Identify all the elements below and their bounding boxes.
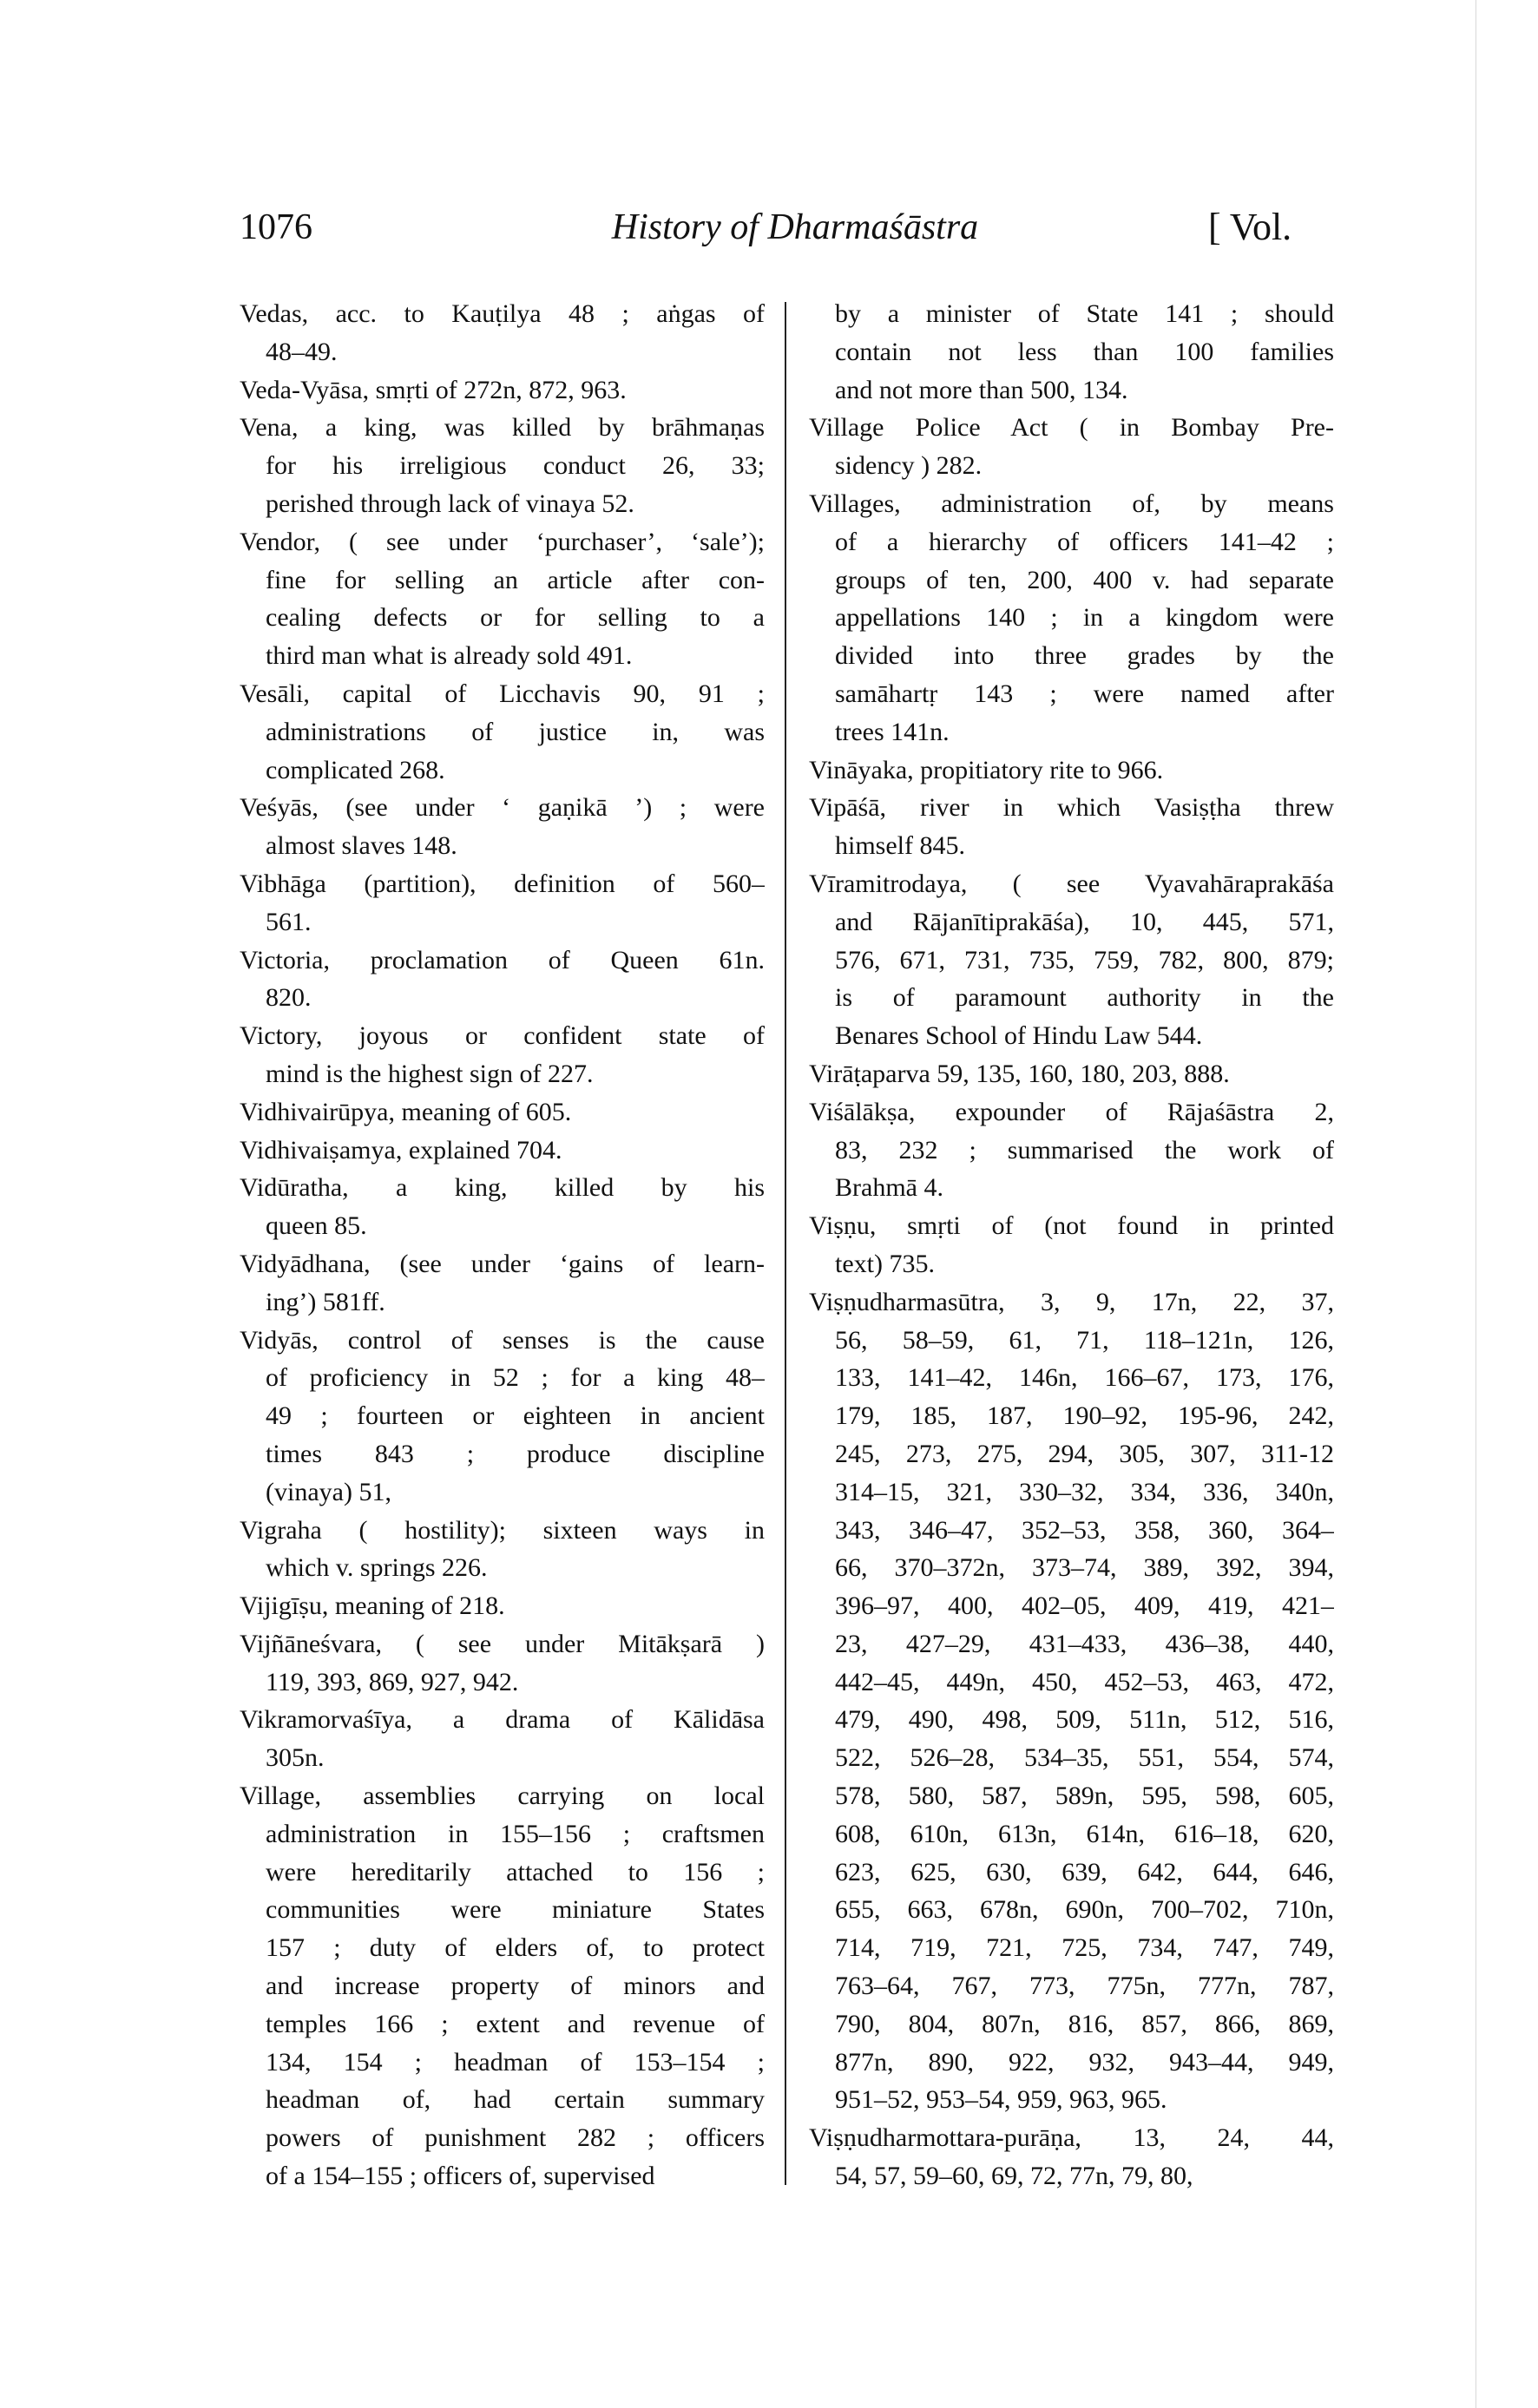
entry-continuation-line: 820. [266,983,312,1013]
entry-headword-line: Vīramitrodaya, ( see Vyavahāraprakāśa [809,869,1334,898]
entry-continuation-line: and increase property of minors and [266,1972,765,2001]
entry-continuation-line: sidency ) 282. [835,451,983,481]
entry-headword-line: Veśyās, (see under ‘ gaṇikā ’) ; were [240,793,765,823]
index-entry [809,409,1334,485]
entry-continuation-line: powers of punishment 282 ; officers [266,2123,765,2153]
entry-continuation-line: cealing defects or for selling to a [266,603,765,633]
entry-continuation-line: perished through lack of vinaya 52. [266,489,634,518]
index-entry [240,942,765,1018]
index-entry [240,1132,765,1170]
index-entry [809,1207,1334,1283]
entry-continuation-line: 134, 154 ; headman of 153–154 ; [266,2047,765,2077]
index-entry [809,789,1334,865]
entry-continuation-line: himself 845. [835,831,965,861]
entry-continuation-line: 578, 580, 587, 589n, 595, 598, 605, [835,1781,1334,1811]
entry-continuation-line: text) 735. [835,1249,935,1278]
entry-headword-line: Vijñāneśvara, ( see under Mitākṣarā ) [240,1629,765,1658]
index-entry [240,1777,765,2195]
entry-continuation-line: mind is the highest sign of 227. [266,1059,594,1088]
entry-continuation-line: divided into three grades by the [835,641,1334,671]
index-entry [240,1512,765,1588]
volume-label: [ Vol. [1208,206,1292,248]
entry-continuation-line: 179, 185, 187, 190–92, 195-96, 242, [835,1401,1334,1431]
entry-headword-line: Vidhivairūpya, meaning of 605. [240,1097,572,1126]
entry-headword-line: Vidyādhana, (see under ‘gains of learn- [240,1249,765,1278]
entry-continuation-line: 343, 346–47, 352–53, 358, 360, 364– [835,1515,1334,1545]
entry-continuation-line: 951–52, 953–54, 959, 963, 965. [835,2085,1167,2115]
running-title: History of Dharmaśāstra [611,207,979,247]
entry-continuation-line: temples 166 ; extent and revenue of [266,2009,765,2038]
entry-continuation-line: which v. springs 226. [266,1553,488,1583]
entry-continuation-line: by a minister of State 141 ; should [835,299,1334,328]
entry-continuation-line: administrations of justice in, was [266,717,765,746]
entry-continuation-line: of a hierarchy of officers 141–42 ; [835,527,1334,556]
entry-continuation-line: 48–49. [266,337,338,366]
entry-headword-line: Vijigīṣu, meaning of 218. [240,1591,505,1621]
index-entry [809,751,1334,790]
entry-continuation-line: is of paramount authority in the [835,983,1334,1013]
entry-headword-line: Victory, joyous or confident state of [240,1021,765,1051]
index-column-left [240,295,765,2195]
index-entry [809,295,1334,409]
entry-headword-line: Vena, a king, was killed by brāhmaṇas [240,413,765,443]
entry-continuation-line: fine for selling an article after con- [266,565,765,594]
entry-continuation-line: almost slaves 148. [266,831,457,861]
entry-continuation-line: 83, 232 ; summarised the work of [835,1135,1334,1165]
entry-continuation-line: 56, 58–59, 61, 71, 118–121n, 126, [835,1325,1334,1355]
entry-headword-line: Veda-Vyāsa, smṛti of 272n, 872, 963. [240,375,627,404]
entry-headword-line: Virāṭaparva 59, 135, 160, 180, 203, 888. [809,1059,1230,1088]
entry-continuation-line: contain not less than 100 families [835,337,1334,366]
entry-headword-line: Viṣṇudharmottara-purāṇa, 13, 24, 44, [809,2123,1334,2153]
entry-continuation-line: complicated 268. [266,755,445,784]
entry-continuation-line: 479, 490, 498, 509, 511n, 512, 516, [835,1705,1334,1735]
entry-headword-line: Villages, administration of, by means [809,489,1334,518]
index-entry [240,1625,765,1702]
index-entry [240,1017,765,1093]
entry-continuation-line: 655, 663, 678n, 690n, 700–702, 710n, [835,1895,1334,1925]
entry-continuation-line: queen 85. [266,1211,367,1241]
entry-continuation-line: 877n, 890, 922, 932, 943–44, 949, [835,2047,1334,2077]
entry-headword-line: Vināyaka, propitiatory rite to 966. [809,755,1164,784]
entry-continuation-line: 561. [266,907,312,936]
entry-continuation-line: communities were miniature States [266,1895,765,1925]
entry-continuation-line: and not more than 500, 134. [835,375,1128,404]
index-entry [809,1283,1334,2120]
index-entry [240,789,765,865]
entry-headword-line: Village, assemblies carrying on local [240,1781,765,1811]
entry-continuation-line: 442–45, 449n, 450, 452–53, 463, 472, [835,1667,1334,1696]
entry-continuation-line: Brahmā 4. [835,1173,943,1203]
entry-continuation-line: times 843 ; produce discipline [266,1439,765,1468]
index-entry [240,1093,765,1132]
entry-continuation-line: 157 ; duty of elders of, to protect [266,1933,765,1963]
entry-headword-line: Vibhāga (partition), definition of 560– [240,869,765,898]
entry-continuation-line: 608, 610n, 613n, 614n, 616–18, 620, [835,1819,1334,1848]
index-entry [809,2119,1334,2195]
index-entry [809,485,1334,751]
entry-continuation-line: 576, 671, 731, 735, 759, 782, 800, 879; [835,945,1334,974]
page-number: 1076 [240,207,312,247]
entry-continuation-line: 790, 804, 807n, 816, 857, 866, 869, [835,2009,1334,2038]
index-entry [240,675,765,789]
entry-headword-line: Victoria, proclamation of Queen 61n. [240,945,765,974]
entry-headword-line: Viṣṇudharmasūtra, 3, 9, 17n, 22, 37, [809,1287,1334,1316]
entry-continuation-line: 133, 141–42, 146n, 166–67, 173, 176, [835,1363,1334,1393]
entry-continuation-line: 522, 526–28, 534–35, 551, 554, 574, [835,1743,1334,1773]
index-column-right [809,295,1334,2195]
entry-continuation-line: 49 ; fourteen or eighteen in ancient [266,1401,765,1431]
entry-headword-line: Vipāśā, river in which Vasiṣṭha threw [809,793,1334,823]
index-entry [240,371,765,410]
index-entry [240,1169,765,1245]
entry-headword-line: Vendor, ( see under ‘purchaser’, ‘sale’); [240,527,765,556]
entry-continuation-line: 763–64, 767, 773, 775n, 777n, 787, [835,1972,1334,2001]
entry-continuation-line: administration in 155–156 ; craftsmen [266,1819,765,1848]
entry-continuation-line: 66, 370–372n, 373–74, 389, 392, 394, [835,1553,1334,1583]
index-entry [809,1093,1334,1207]
entry-continuation-line: were hereditarily attached to 156 ; [266,1857,765,1886]
entry-headword-line: Vidhivaiṣamya, explained 704. [240,1135,562,1165]
index-entry [240,1322,765,1512]
entry-headword-line: Vigraha ( hostility); sixteen ways in [240,1515,765,1545]
entry-continuation-line: 314–15, 321, 330–32, 334, 336, 340n, [835,1477,1334,1506]
entry-continuation-line: Benares School of Hindu Law 544. [835,1021,1203,1051]
entry-continuation-line: 396–97, 400, 402–05, 409, 419, 421– [835,1591,1334,1621]
entry-headword-line: Vesāli, capital of Licchavis 90, 91 ; [240,679,765,708]
index-entry [240,295,765,371]
entry-headword-line: Vidūratha, a king, killed by his [240,1173,765,1203]
index-entry [809,865,1334,1055]
index-entry [240,1245,765,1322]
index-entry [240,1701,765,1777]
entry-continuation-line: headman of, had certain summary [266,2085,765,2115]
entry-headword-line: Vedas, acc. to Kauṭilya 48 ; aṅgas of [240,299,765,328]
entry-headword-line: Vidyās, control of senses is the cause [240,1325,765,1355]
entry-continuation-line: 623, 625, 630, 639, 642, 644, 646, [835,1857,1334,1886]
entry-headword-line: Viśālākṣa, expounder of Rājaśāstra 2, [809,1097,1334,1126]
entry-headword-line: Vikramorvaśīya, a drama of Kālidāsa [240,1705,765,1735]
entry-continuation-line: 23, 427–29, 431–433, 436–38, 440, [835,1629,1334,1658]
entry-headword-line: Village Police Act ( in Bombay Pre- [809,413,1334,443]
index-entry [240,523,765,675]
index-entry [240,1587,765,1625]
entry-continuation-line: third man what is already sold 491. [266,641,633,671]
column-divider [785,302,786,2185]
entry-continuation-line: samāhartṛ 143 ; were named after [835,679,1334,708]
index-entry [240,865,765,942]
entry-continuation-line: 714, 719, 721, 725, 734, 747, 749, [835,1933,1334,1963]
entry-continuation-line: ing’) 581ff. [266,1287,385,1316]
entry-continuation-line: 54, 57, 59–60, 69, 72, 77n, 79, 80, [835,2162,1193,2191]
entry-continuation-line: (vinaya) 51, [266,1477,391,1506]
entry-continuation-line: trees 141n. [835,717,950,746]
entry-continuation-line: appellations 140 ; in a kingdom were [835,603,1334,633]
entry-continuation-line: of a 154–155 ; officers of, supervised [266,2162,655,2191]
entry-continuation-line: 305n. [266,1743,325,1773]
entry-headword-line: Viṣṇu, smṛti of (not found in printed [809,1211,1334,1241]
index-entry [809,1055,1334,1093]
entry-continuation-line: 245, 273, 275, 294, 305, 307, 311-12 [835,1439,1334,1468]
entry-continuation-line: for his irreligious conduct 26, 33; [266,451,765,481]
index-entry [240,409,765,522]
entry-continuation-line: of proficiency in 52 ; for a king 48– [266,1363,765,1393]
entry-continuation-line: 119, 393, 869, 927, 942. [266,1667,519,1696]
entry-continuation-line: groups of ten, 200, 400 v. had separate [835,565,1334,594]
entry-continuation-line: and Rājanītiprakāśa), 10, 445, 571, [835,907,1334,936]
